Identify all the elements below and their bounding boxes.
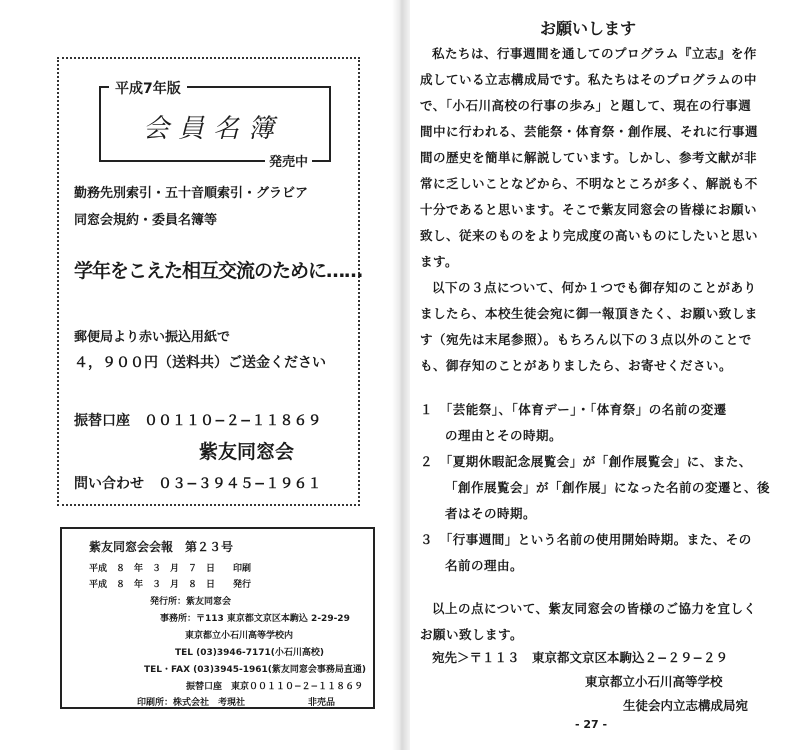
- colophon-office: 事務所：〒113 東京都文京区本駒込 2-29-29: [160, 614, 350, 624]
- association-name: 紫友同窓会: [199, 441, 295, 463]
- body-line: 致し、従来のものをより完成度の高いものにしたいと思い: [420, 228, 759, 243]
- body-line: ます。: [420, 254, 459, 269]
- roster-edition: 平成7年版: [109, 78, 187, 98]
- question-item-2-cont: 者はその時期。: [445, 506, 537, 521]
- page-number: - 27 -: [575, 718, 608, 731]
- roster-contents-line-2: 同窓会規約・委員名簿等: [74, 213, 218, 228]
- roster-title: 会員名簿: [142, 114, 283, 144]
- body-line: ましたら、本校生徒会宛に御一報頂きたく、お願い致しま: [420, 306, 758, 321]
- transfer-account: 振替口座 ００１１０−２−１１８６９: [74, 413, 322, 429]
- order-line-1: 郵便局より赤い振込用紙で: [74, 330, 231, 345]
- address-line-1: 宛先＞〒１１３ 東京都文京区本駒込２−２９−２９: [432, 650, 728, 665]
- not-for-sale-label: 非売品: [308, 698, 336, 708]
- question-item-1: １ 「芸能祭」、「体育デー」・「体育祭」の名前の変遷: [420, 402, 727, 417]
- colophon-transfer: 振替口座 東京００１１０−２−１１８６９: [186, 682, 364, 692]
- question-item-3-cont: 名前の理由。: [445, 558, 524, 573]
- colophon-printer: 印刷所：株式会社 考現社: [137, 698, 246, 708]
- colophon-box: [60, 527, 375, 709]
- on-sale-label: 発売中: [265, 151, 312, 170]
- colophon-telfax: TEL・FAX (03)3945-1961(紫友同窓会事務局直通): [144, 665, 366, 675]
- question-item-3: ３ 「行事週間」という名前の使用開始時期。また、その: [420, 532, 752, 547]
- question-item-2-cont: 「創作展覧会」が「創作展」になった名前の変遷と、後: [445, 480, 771, 495]
- body-line: 間中に行われる、芸能祭・体育祭・創作展、それに行事週: [420, 124, 759, 139]
- roster-slogan: 学年をこえた相互交流のために……: [74, 260, 363, 282]
- address-line-3: 生徒会内立志構成局宛: [623, 698, 749, 713]
- roster-contents-line-1: 勤務先別索引・五十音順索引・グラビア: [74, 186, 309, 201]
- body-line: 間の歴史を簡単に解説しています。しかし、参考文献が非: [420, 150, 758, 165]
- body-line: 常に乏しいことなどから、不明なところが多く、解説も不: [420, 176, 758, 191]
- body-line: で、「小石川高校の行事の歩み」と題して、現在の行事週: [420, 98, 752, 113]
- body-line: も、御存知のことがありましたら、お寄せください。: [420, 358, 733, 373]
- question-item-1-cont: の理由とその時期。: [445, 428, 563, 443]
- colophon-publisher: 発行所：紫友同窓会: [150, 597, 232, 607]
- question-item-2: ２ 「夏期休暇記念展覧会」が「創作展覧会」に、また、: [420, 454, 752, 469]
- colophon-school: 東京都立小石川高等学校内: [185, 631, 294, 641]
- body-line: す（宛先は末尾参照）。もちろん以下の３点以外のことで: [420, 332, 752, 347]
- body-line: 成している立志構成局です。私たちはそのプログラムの中: [420, 72, 757, 87]
- closing-line: お願い致します。: [420, 627, 524, 642]
- colophon-issue-date: 平成 ８ 年 ３ 月 ８ 日 発行: [89, 580, 252, 590]
- closing-line: 以上の点について、紫友同窓会の皆様のご協力を宜しく: [432, 601, 757, 616]
- body-line: 十分であると思います。そこで紫友同窓会の皆様にお願い: [420, 202, 758, 217]
- colophon-title: 紫友同窓会会報 第２３号: [89, 540, 234, 554]
- request-title: お願いします: [540, 19, 637, 38]
- order-line-2: ４，９００円（送料共）ご送金ください: [74, 355, 326, 371]
- colophon-tel: TEL (03)3946-7171(小石川高校): [175, 648, 324, 658]
- address-line-2: 東京都立小石川高等学校: [585, 674, 723, 689]
- colophon-print-date: 平成 ８ 年 ３ 月 ７ 日 印刷: [89, 564, 252, 574]
- book-spine: [392, 0, 410, 750]
- contact-phone: 問い合わせ ０３−３９４５−１９６１: [74, 476, 322, 492]
- roster-ad-box: [57, 57, 363, 506]
- body-line: 以下の３点について、何か１つでも御存知のことがあり: [432, 280, 757, 295]
- body-line: 私たちは、行事週間を通してのプログラム『立志』を作: [432, 46, 757, 61]
